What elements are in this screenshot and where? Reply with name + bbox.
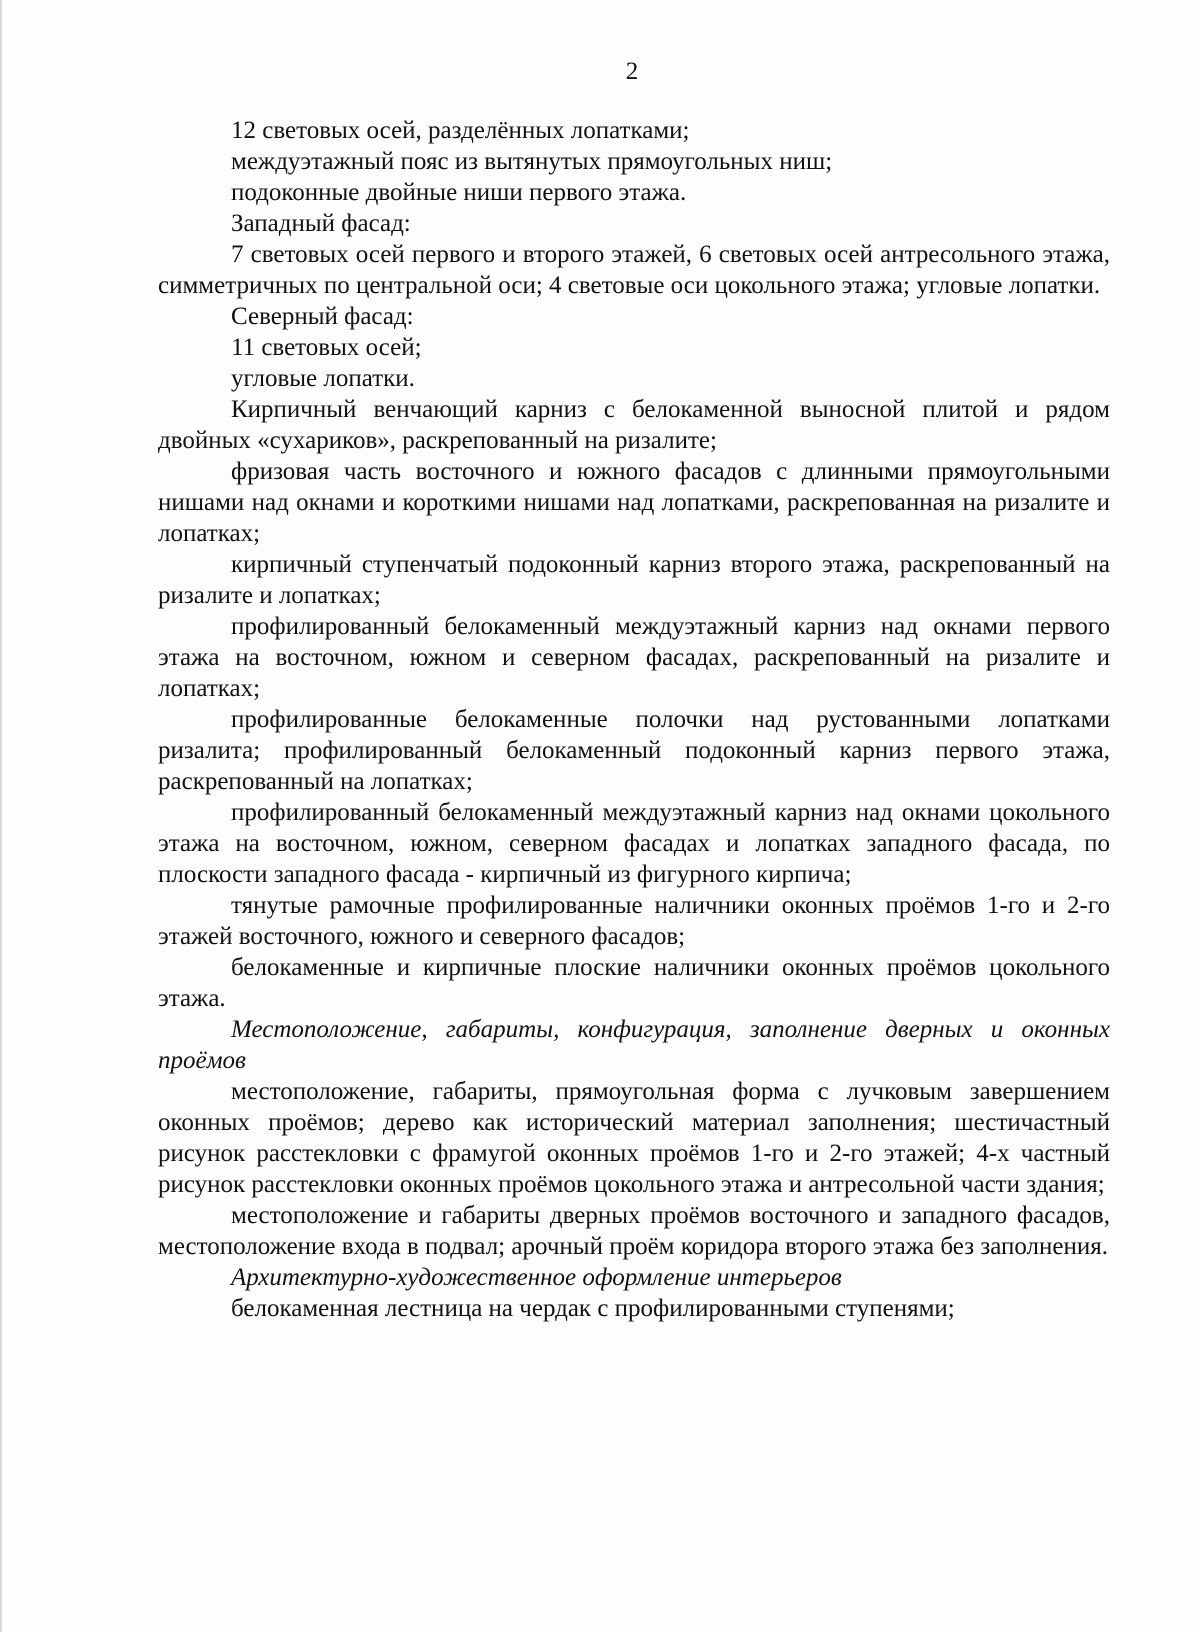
section-heading-north-facade: Северный фасад: xyxy=(231,303,414,330)
paragraph: Кирпичный венчающий карниз с белокаменной выносной плитой и рядом двойных «сухариков», раскрепованный на ризалите; xyxy=(158,396,1110,454)
paragraph: кирпичный ступенчатый подоконный карниз второго этажа, раскрепованный на ризалите и лопатках; xyxy=(158,551,1110,609)
paragraph: 12 световых осей, разделённых лопатками; xyxy=(231,117,690,144)
paragraph: подоконные двойные ниши первого этажа. xyxy=(231,179,687,206)
document-body xyxy=(158,115,1110,1324)
paragraph: 7 световых осей первого и второго этажей, 6 световых осей антресольного этажа, симметричных по центральной оси; 4 световые оси цокольного этажа; угловые лопатки. xyxy=(158,241,1110,299)
paragraph: 11 световых осей; xyxy=(231,334,422,361)
section-heading-interiors: Архитектурно-художественное оформление интерьеров xyxy=(231,1264,842,1291)
paragraph: междуэтажный пояс из вытянутых прямоугольных ниш; xyxy=(231,148,833,175)
paragraph: профилированный белокаменный междуэтажный карниз над окнами цокольного этажа на восточном, южном, северном фасадах и лопатках западного фасада, по плоскости западного фасада - кирпичный из фигурного кирпича; xyxy=(158,799,1110,888)
paragraph: угловые лопатки. xyxy=(231,365,415,392)
paragraph: фризовая часть восточного и южного фасадов с длинными прямоугольными нишами над окнами и короткими нишами над лопатками, раскрепованная на ризалите и лопатках; xyxy=(158,458,1110,547)
paragraph: местоположение, габариты, прямоугольная форма с лучковым завершением оконных проёмов; дерево как исторический материал заполнения; шестичастный рисунок расстекловки с фрамугой оконных проёмов 1-го и 2-го этажей; 4-х частный рисунок расстекловки оконных проёмов цокольного этажа и антресольной части здания; xyxy=(158,1078,1110,1198)
paragraph: тянутые рамочные профилированные наличники оконных проёмов 1-го и 2-го этажей восточного, южного и северного фасадов; xyxy=(158,892,1110,950)
paragraph: профилированные белокаменные полочки над рустованными лопатками ризалита; профилированный белокаменный подоконный карниз первого этажа, раскрепованный на лопатках; xyxy=(158,706,1110,795)
paragraph: белокаменные и кирпичные плоские наличники оконных проёмов цокольного этажа. xyxy=(158,954,1110,1012)
section-heading-openings: Местоположение, габариты, конфигурация, заполнение дверных и оконных проёмов xyxy=(158,1016,1110,1074)
page-number: 2 xyxy=(625,58,639,85)
paragraph: белокаменная лестница на чердак с профилированными ступенями; xyxy=(231,1295,955,1322)
paragraph: местоположение и габариты дверных проёмов восточного и западного фасадов, местоположение входа в подвал; арочный проём коридора второго этажа без заполнения. xyxy=(158,1202,1110,1260)
section-heading-west-facade: Западный фасад: xyxy=(231,210,411,237)
paragraph: профилированный белокаменный междуэтажный карниз над окнами первого этажа на восточном, южном и северном фасадах, раскрепованный на ризалите и лопатках; xyxy=(158,613,1110,702)
scan-edge xyxy=(0,0,2,1632)
